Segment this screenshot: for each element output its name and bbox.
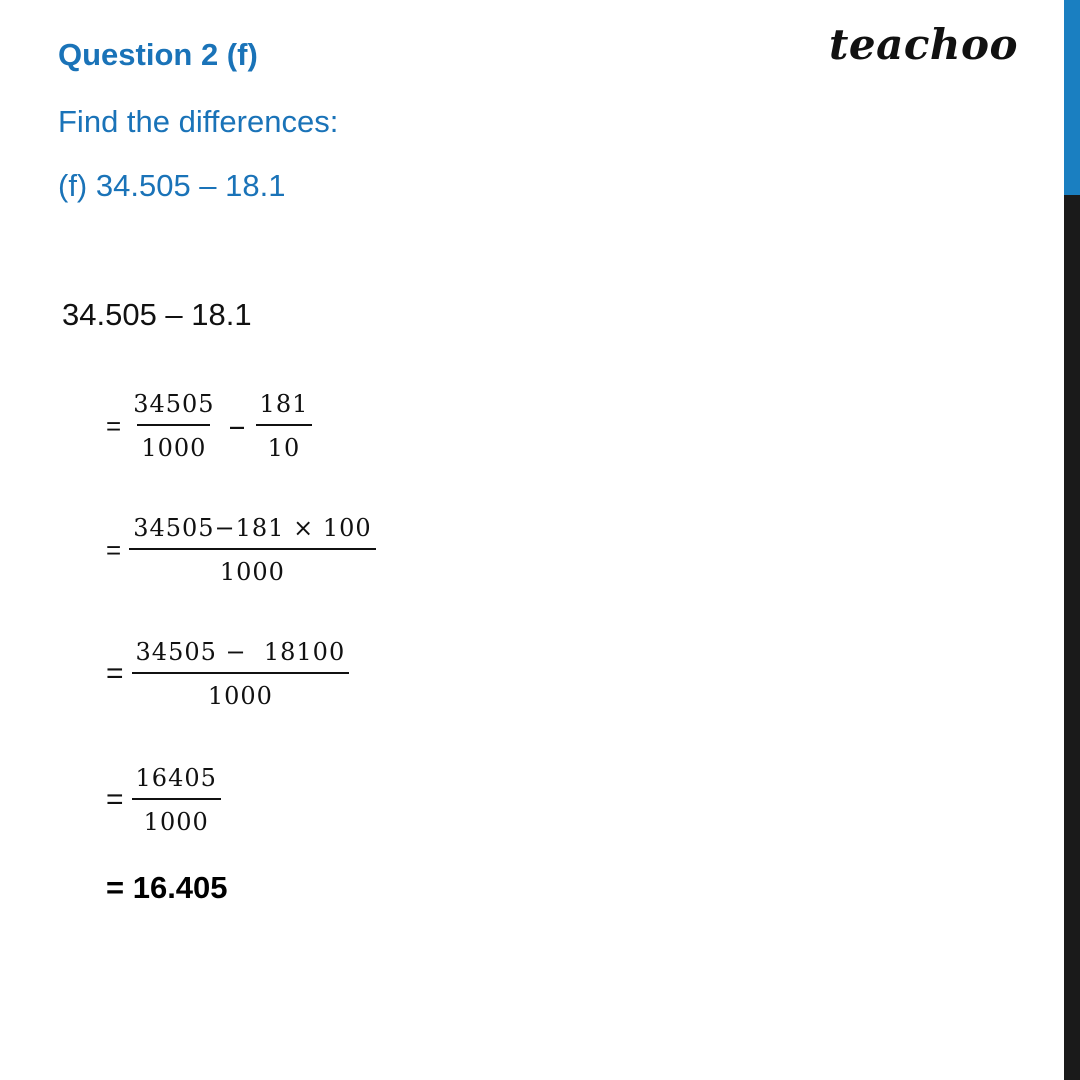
denominator: 1000 bbox=[129, 548, 375, 586]
brand-logo: teachoo bbox=[829, 20, 1018, 69]
numerator: 34505 − 18100 bbox=[135, 638, 346, 666]
question-prompt: Find the differences: bbox=[58, 104, 339, 139]
denominator: 10 bbox=[256, 424, 313, 462]
equals-sign: = bbox=[106, 410, 122, 441]
scrollbar-thumb[interactable] bbox=[1064, 0, 1080, 195]
numerator: 16405 bbox=[135, 764, 217, 792]
solution-step-3 bbox=[106, 638, 349, 710]
denominator: 1000 bbox=[137, 424, 210, 462]
fraction bbox=[129, 514, 375, 586]
denominator: 1000 bbox=[132, 672, 350, 710]
fraction bbox=[129, 390, 218, 462]
final-answer: = 16.405 bbox=[106, 870, 228, 905]
solution-step-2 bbox=[106, 514, 376, 586]
numerator: 34505−181 × 100 bbox=[133, 514, 372, 542]
solution-step-1 bbox=[106, 390, 312, 462]
minus-sign: – bbox=[228, 406, 246, 446]
equals-sign: = bbox=[106, 783, 124, 816]
solution-step-4 bbox=[106, 764, 221, 836]
question-title: Question 2 (f) bbox=[58, 37, 258, 72]
fraction bbox=[132, 764, 221, 836]
denominator: 1000 bbox=[132, 798, 221, 836]
equals-sign: = bbox=[106, 534, 122, 565]
scrollbar[interactable] bbox=[1064, 0, 1080, 1080]
equals-sign: = bbox=[106, 657, 124, 690]
numerator: 34505 bbox=[133, 390, 215, 418]
numerator: 181 bbox=[259, 390, 309, 418]
fraction bbox=[132, 638, 350, 710]
fraction bbox=[256, 390, 313, 462]
question-part: (f) 34.505 – 18.1 bbox=[58, 168, 286, 203]
solution-expression: 34.505 – 18.1 bbox=[62, 297, 252, 332]
